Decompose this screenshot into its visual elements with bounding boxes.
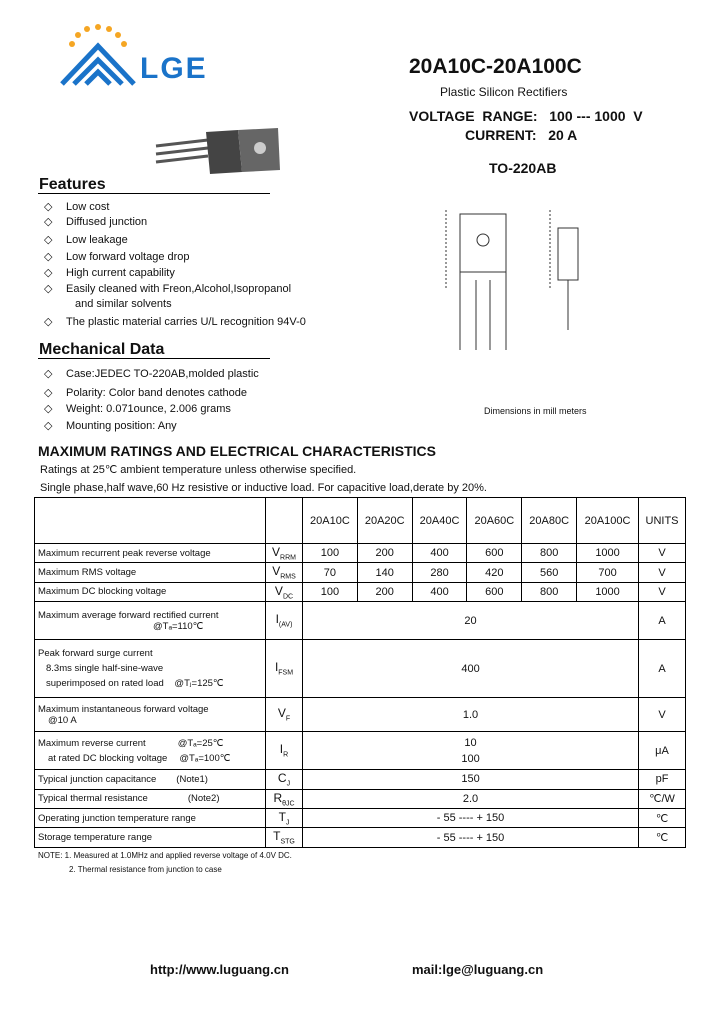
column-header: UNITS	[639, 498, 686, 544]
feature-item: ◇ Low forward voltage drop	[44, 251, 190, 263]
table-row: Maximum DC blocking voltage $V_{DC}$ 100 200 400 600 800 1000 V	[35, 582, 686, 601]
table-row: Maximum recurrent peak reverse voltage $V_{RRM}$ 100 200 400 600 800 1000 V	[35, 544, 686, 563]
table-row: Operating junction temperature range $T_J$ - 55 ---- + 150 ℃	[35, 808, 686, 827]
feature-item: ◇ Easily cleaned with Freon,Alcohol,Isopropanol	[44, 283, 292, 295]
table-row: Typical thermal resistance (Note2) $R_{\theta JC}$ 2.0 ℃/W	[35, 789, 686, 808]
features-heading: Features	[39, 176, 106, 193]
dimension-diagram	[440, 200, 620, 390]
feature-item: ◇ The plastic material carries U/L recognition 94V-0	[44, 316, 306, 328]
column-header: 20A60C	[467, 498, 522, 544]
column-header: 20A40C	[412, 498, 467, 544]
table-header-row	[35, 498, 686, 544]
current-rating: CURRENT: 20 A	[465, 127, 578, 143]
logo-text: LGE	[140, 52, 208, 85]
mechanical-item: ◇ Weight: 0.071ounce, 2.006 grams	[44, 403, 231, 415]
table-row: Peak forward surge current 8.3ms single half-sine-wave superimposed on rated load @Tⱼ=125℃ $I_{FSM}$ 400 A	[35, 640, 686, 698]
table-row: Maximum RMS voltage $V_{RMS}$ 70 140 280 420 560 700 V	[35, 563, 686, 582]
company-logo	[58, 22, 138, 90]
footer-url[interactable]: http://www.luguang.cn	[150, 962, 289, 977]
product-title: 20A10C-20A100C	[409, 55, 582, 78]
voltage-range: VOLTAGE RANGE: 100 --- 1000 V	[409, 108, 643, 124]
feature-item: ◇ Low cost	[44, 201, 110, 213]
table-row: Maximum instantaneous forward voltage @10 A $V_F$ 1.0 V	[35, 698, 686, 732]
table-row: Typical junction capacitance (Note1) $C_J$ 150 pF	[35, 770, 686, 789]
feature-item-continued: and similar solvents	[75, 298, 172, 310]
package-name: TO-220AB	[489, 160, 557, 176]
mechanical-underline	[38, 358, 270, 359]
column-header: 20A80C	[522, 498, 577, 544]
column-header: 20A20C	[357, 498, 412, 544]
product-subtitle: Plastic Silicon Rectifiers	[440, 85, 568, 99]
table-row: Maximum reverse current @Tₐ=25℃ at rated DC blocking voltage @Tₐ=100℃ $I_R$ 10 100 μA	[35, 732, 686, 770]
ratings-title: MAXIMUM RATINGS AND ELECTRICAL CHARACTERISTICS	[38, 443, 436, 459]
table-row: Storage temperature range $T_{STG}$ - 55 ---- + 150 ℃	[35, 828, 686, 847]
features-underline	[38, 193, 270, 194]
feature-item: ◇ Low leakage	[44, 234, 128, 246]
mechanical-item: ◇ Case:JEDEC TO-220AB,molded plastic	[44, 368, 259, 380]
dimension-caption: Dimensions in mill meters	[484, 406, 587, 416]
mechanical-heading: Mechanical Data	[39, 341, 165, 358]
ratings-table	[34, 497, 686, 848]
mechanical-item: ◇ Mounting position: Any	[44, 420, 177, 432]
ratings-note-2: Single phase,half wave,60 Hz resistive or inductive load. For capacitive load,derate by 20%.	[40, 482, 487, 494]
footer-email[interactable]: mail:lge@luguang.cn	[412, 962, 544, 977]
table-row: Maximum average forward rectified current @Tₐ=110℃ $I_{(AV)}$ 20 A	[35, 602, 686, 640]
note-1: NOTE: 1. Measured at 1.0MHz and applied reverse voltage of 4.0V DC.	[38, 851, 292, 860]
mechanical-item: ◇ Polarity: Color band denotes cathode	[44, 387, 248, 399]
column-header: 20A100C	[577, 498, 639, 544]
note-2: 2. Thermal resistance from junction to case	[69, 865, 222, 874]
feature-item: ◇ High current capability	[44, 267, 175, 279]
column-header: 20A10C	[303, 498, 358, 544]
feature-item: ◇ Diffused junction	[44, 216, 148, 228]
component-image	[150, 124, 290, 180]
ratings-note-1: Ratings at 25℃ ambient temperature unless otherwise specified.	[40, 464, 357, 476]
